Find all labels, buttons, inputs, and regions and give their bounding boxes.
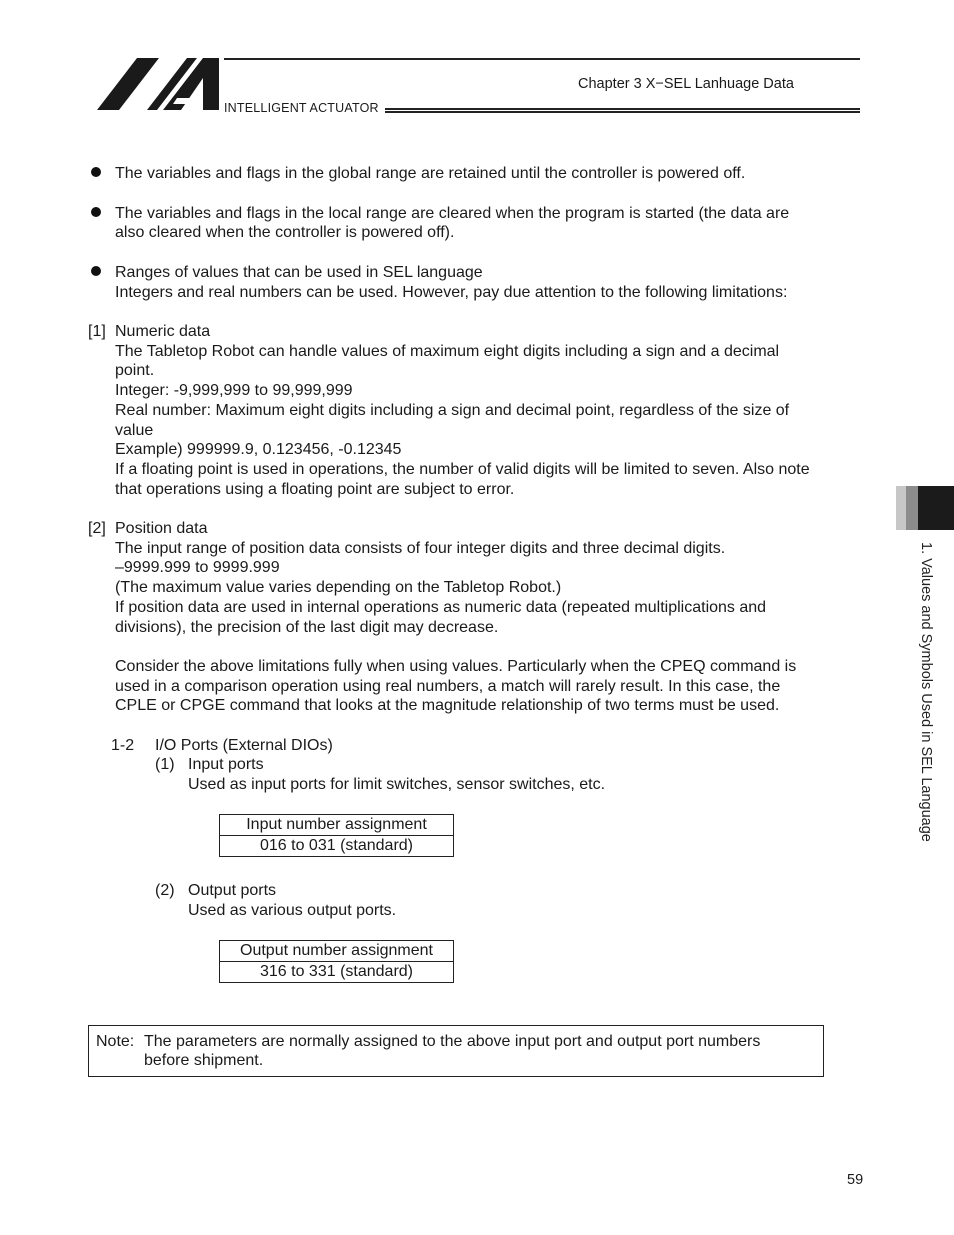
- output-ports-desc: Used as various output ports.: [188, 902, 397, 919]
- output-ports-marker: (2): [155, 882, 175, 899]
- position-line: (The maximum value varies depending on the Tabletop Robot.): [115, 579, 562, 596]
- note-line: before shipment.: [144, 1052, 264, 1069]
- numeric-line: point.: [115, 362, 155, 379]
- chapter-title: Chapter 3 X−SEL Lanhuage Data: [578, 76, 794, 92]
- bullet-text: The variables and flags in the local range are cleared when the program is started (the data are: [115, 205, 790, 222]
- numeric-line: If a floating point is used in operations, the number of valid digits will be limited to seven. Also note: [115, 461, 810, 478]
- numeric-line: Example) 999999.9, 0.123456, -0.12345: [115, 441, 402, 458]
- note-label: Note:: [96, 1033, 135, 1050]
- numeric-marker: [1]: [88, 323, 106, 340]
- position-line: The input range of position data consists of four integer digits and three decimal digits.: [115, 540, 726, 557]
- numeric-line: Integer: -9,999,999 to 99,999,999: [115, 382, 353, 399]
- consider-line: CPLE or CPGE command that looks at the magnitude relationship of two terms must be used.: [115, 697, 780, 714]
- bullet-icon: [91, 266, 101, 276]
- numeric-line: value: [115, 422, 154, 439]
- position-line: divisions), the precision of the last digit may decrease.: [115, 619, 499, 636]
- bullet-text: The variables and flags in the global range are retained until the controller is powered off.: [115, 165, 746, 182]
- position-marker: [2]: [88, 520, 106, 537]
- section-number: 1-2: [111, 737, 135, 754]
- output-assignment-table: [219, 940, 454, 983]
- position-line: –9999.999 to 9999.999: [115, 559, 280, 576]
- input-table-header: Input number assignment: [220, 815, 454, 836]
- numeric-line: Real number: Maximum eight digits including a sign and decimal point, regardless of the size of: [115, 402, 790, 419]
- consider-line: Consider the above limitations fully when using values. Particularly when the CPEQ command is: [115, 658, 797, 675]
- numeric-line: that operations using a floating point are subject to error.: [115, 481, 515, 498]
- page-number: 59: [847, 1172, 864, 1188]
- consider-line: used in a comparison operation using real numbers, a match will rarely result. In this case, the: [115, 678, 781, 695]
- bullet-icon: [91, 167, 101, 177]
- side-tab-label: 1. Values and Symbols Used in SEL Language: [918, 542, 934, 842]
- input-table-value: 016 to 031 (standard): [220, 836, 454, 857]
- input-assignment-table: [219, 814, 454, 857]
- position-title: Position data: [115, 520, 208, 537]
- bullet-text: also cleared when the controller is powered off).: [115, 224, 455, 241]
- position-line: If position data are used in internal operations as numeric data (repeated multiplications and: [115, 599, 767, 616]
- header-double-rule: [385, 108, 860, 113]
- header-rule: [224, 58, 860, 60]
- numeric-title: Numeric data: [115, 323, 211, 340]
- input-ports-marker: (1): [155, 756, 175, 773]
- side-tab-marker: [896, 486, 906, 530]
- input-ports-title: Input ports: [188, 756, 264, 773]
- iai-logo: [97, 58, 219, 110]
- output-table-value: 316 to 331 (standard): [220, 962, 454, 983]
- company-name: INTELLIGENT ACTUATOR: [224, 101, 379, 115]
- bullet-text: Integers and real numbers can be used. However, pay due attention to the following limitations:: [115, 284, 788, 301]
- output-ports-title: Output ports: [188, 882, 277, 899]
- bullet-icon: [91, 207, 101, 217]
- input-ports-desc: Used as input ports for limit switches, sensor switches, etc.: [188, 776, 606, 793]
- section-title: I/O Ports (External DIOs): [155, 737, 333, 754]
- side-tab-marker: [906, 486, 918, 530]
- note-line: The parameters are normally assigned to the above input port and output port numbers: [144, 1033, 761, 1050]
- side-tab-marker: [918, 486, 954, 530]
- numeric-line: The Tabletop Robot can handle values of maximum eight digits including a sign and a decimal: [115, 343, 780, 360]
- bullet-text: Ranges of values that can be used in SEL language: [115, 264, 483, 281]
- output-table-header: Output number assignment: [220, 941, 454, 962]
